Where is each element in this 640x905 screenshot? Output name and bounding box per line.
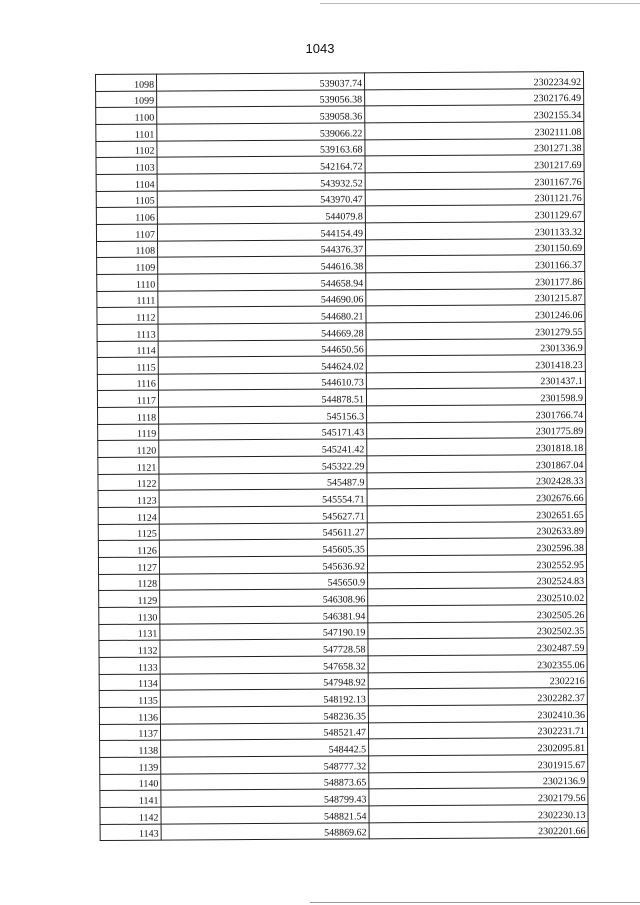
point-number-cell: 1108	[97, 241, 158, 258]
x-coordinate-cell: 545156.3	[159, 406, 367, 424]
y-coordinate-cell: 2301133.32	[365, 221, 584, 239]
point-number-cell: 1110	[97, 274, 158, 291]
x-coordinate-cell: 544079.8	[157, 206, 365, 224]
point-number-cell: 1112	[97, 307, 158, 324]
x-coordinate-cell: 545171.43	[159, 423, 367, 441]
y-coordinate-cell: 2302651.65	[367, 505, 586, 523]
point-number-cell: 1118	[98, 407, 159, 424]
point-number-cell: 1098	[96, 74, 157, 91]
point-number-cell: 1121	[98, 457, 159, 474]
y-coordinate-cell: 2301150.69	[366, 238, 585, 256]
point-number-cell: 1127	[98, 557, 159, 574]
x-coordinate-cell: 539066.22	[157, 123, 365, 141]
point-number-cell: 1138	[100, 740, 161, 757]
x-coordinate-cell: 542164.72	[157, 156, 365, 174]
y-coordinate-cell: 2301166.37	[366, 255, 585, 273]
point-number-cell: 1116	[97, 374, 158, 391]
x-coordinate-cell: 544878.51	[158, 389, 366, 407]
y-coordinate-cell: 2301766.74	[367, 405, 586, 423]
y-coordinate-cell: 2302179.56	[369, 788, 588, 806]
point-number-cell: 1104	[96, 174, 157, 191]
y-coordinate-cell: 2302234.92	[364, 72, 583, 90]
y-coordinate-cell: 2301246.06	[366, 305, 585, 323]
y-coordinate-cell: 2302201.66	[369, 821, 588, 839]
y-coordinate-cell: 2301121.76	[365, 188, 584, 206]
point-number-cell: 1141	[100, 790, 161, 807]
y-coordinate-cell: 2302487.59	[368, 638, 587, 656]
y-coordinate-cell: 2301271.38	[365, 138, 584, 156]
y-coordinate-cell: 2302136.9	[369, 771, 588, 789]
x-coordinate-cell: 543970.47	[157, 189, 365, 207]
point-number-cell: 1143	[100, 824, 161, 841]
y-coordinate-cell: 2302552.95	[367, 555, 586, 573]
point-number-cell: 1106	[96, 207, 157, 224]
x-coordinate-cell: 548873.65	[161, 772, 369, 790]
point-number-cell: 1131	[99, 624, 160, 641]
point-number-cell: 1101	[96, 124, 157, 141]
point-number-cell: 1126	[98, 540, 159, 557]
coordinate-table-body	[96, 72, 589, 841]
x-coordinate-cell: 546381.94	[160, 606, 368, 624]
x-coordinate-cell: 548442.5	[161, 739, 369, 757]
coordinate-table	[95, 71, 589, 841]
x-coordinate-cell: 548869.62	[161, 822, 369, 840]
x-coordinate-cell: 544616.38	[158, 256, 366, 274]
y-coordinate-cell: 2301775.89	[367, 421, 586, 439]
y-coordinate-cell: 2302216	[368, 671, 587, 689]
x-coordinate-cell: 548799.43	[161, 789, 369, 807]
point-number-cell: 1125	[98, 524, 159, 541]
x-coordinate-cell: 544376.37	[158, 239, 366, 257]
y-coordinate-cell: 2301167.76	[365, 171, 584, 189]
y-coordinate-cell: 2301915.67	[369, 754, 588, 772]
point-number-cell: 1109	[97, 257, 158, 274]
point-number-cell: 1142	[100, 807, 161, 824]
x-coordinate-cell: 539163.68	[157, 139, 365, 157]
point-number-cell: 1137	[99, 724, 160, 741]
x-coordinate-cell: 539037.74	[157, 73, 365, 91]
y-coordinate-cell: 2302428.33	[367, 471, 586, 489]
point-number-cell: 1099	[96, 91, 157, 108]
x-coordinate-cell: 547948.92	[160, 672, 368, 690]
y-coordinate-cell: 2301217.69	[365, 155, 584, 173]
x-coordinate-cell: 539058.36	[157, 106, 365, 124]
y-coordinate-cell: 2302355.06	[368, 654, 587, 672]
y-coordinate-cell: 2302230.13	[369, 804, 588, 822]
point-number-cell: 1122	[98, 474, 159, 491]
point-number-cell: 1132	[99, 640, 160, 657]
y-coordinate-cell: 2302676.66	[367, 488, 586, 506]
point-number-cell: 1136	[99, 707, 160, 724]
x-coordinate-cell: 539056.38	[157, 90, 365, 108]
y-coordinate-cell: 2302176.49	[365, 88, 584, 106]
point-number-cell: 1128	[99, 574, 160, 591]
x-coordinate-cell: 545636.92	[159, 556, 367, 574]
y-coordinate-cell: 2301437.1	[366, 371, 585, 389]
point-number-cell: 1134	[99, 674, 160, 691]
x-coordinate-cell: 544669.28	[158, 323, 366, 341]
x-coordinate-cell: 548777.32	[161, 756, 369, 774]
point-number-cell: 1107	[96, 224, 157, 241]
y-coordinate-cell: 2302633.89	[367, 521, 586, 539]
point-number-cell: 1124	[98, 507, 159, 524]
y-coordinate-cell: 2302410.36	[368, 704, 587, 722]
y-coordinate-cell: 2301336.9	[366, 338, 585, 356]
x-coordinate-cell: 547658.32	[160, 656, 368, 674]
y-coordinate-cell: 2301867.04	[367, 455, 586, 473]
y-coordinate-cell: 2302095.81	[369, 738, 588, 756]
y-coordinate-cell: 2302510.02	[368, 588, 587, 606]
point-number-cell: 1135	[99, 690, 160, 707]
x-coordinate-cell: 547728.58	[160, 639, 368, 657]
x-coordinate-cell: 547190.19	[160, 622, 368, 640]
point-number-cell: 1105	[96, 191, 157, 208]
x-coordinate-cell: 544624.02	[158, 356, 366, 374]
y-coordinate-cell: 2302502.35	[368, 621, 587, 639]
point-number-cell: 1120	[98, 441, 159, 458]
x-coordinate-cell: 544610.73	[158, 373, 366, 391]
x-coordinate-cell: 544658.94	[158, 273, 366, 291]
point-number-cell: 1119	[98, 424, 159, 441]
y-coordinate-cell: 2301129.67	[365, 205, 584, 223]
y-coordinate-cell: 2302111.08	[365, 121, 584, 139]
y-coordinate-cell: 2301279.55	[366, 321, 585, 339]
x-coordinate-cell: 548821.54	[161, 806, 369, 824]
x-coordinate-cell: 544154.49	[157, 223, 365, 241]
table-row	[100, 821, 588, 841]
y-coordinate-cell: 2302505.26	[368, 605, 587, 623]
y-coordinate-cell: 2301215.87	[366, 288, 585, 306]
top-edge-rule	[320, 3, 640, 4]
y-coordinate-cell: 2301598.9	[366, 388, 585, 406]
y-coordinate-cell: 2302231.71	[368, 721, 587, 739]
x-coordinate-cell: 545605.35	[159, 539, 367, 557]
point-number-cell: 1113	[97, 324, 158, 341]
x-coordinate-cell: 545241.42	[159, 439, 367, 457]
point-number-cell: 1130	[99, 607, 160, 624]
point-number-cell: 1115	[97, 357, 158, 374]
bottom-edge-rule	[310, 902, 640, 903]
point-number-cell: 1140	[100, 774, 161, 791]
y-coordinate-cell: 2302282.37	[368, 688, 587, 706]
point-number-cell: 1117	[97, 391, 158, 408]
x-coordinate-cell: 545650.9	[160, 573, 368, 591]
x-coordinate-cell: 544690.06	[158, 289, 366, 307]
point-number-cell: 1133	[99, 657, 160, 674]
point-number-cell: 1103	[96, 157, 157, 174]
x-coordinate-cell: 546308.96	[160, 589, 368, 607]
y-coordinate-cell: 2301818.18	[367, 438, 586, 456]
x-coordinate-cell: 545487.9	[159, 473, 367, 491]
x-coordinate-cell: 545554.71	[159, 489, 367, 507]
x-coordinate-cell: 544650.56	[158, 339, 366, 357]
point-number-cell: 1102	[96, 141, 157, 158]
x-coordinate-cell: 545611.27	[159, 523, 367, 541]
x-coordinate-cell: 545627.71	[159, 506, 367, 524]
point-number-cell: 1111	[97, 291, 158, 308]
point-number-cell: 1114	[97, 341, 158, 358]
x-coordinate-cell: 548236.35	[160, 706, 368, 724]
y-coordinate-cell: 2302155.34	[365, 105, 584, 123]
point-number-cell: 1139	[100, 757, 161, 774]
page-number: 1043	[305, 41, 335, 56]
y-coordinate-cell: 2302596.38	[367, 538, 586, 556]
x-coordinate-cell: 543932.52	[157, 173, 365, 191]
y-coordinate-cell: 2301418.23	[366, 355, 585, 373]
x-coordinate-cell: 545322.29	[159, 456, 367, 474]
x-coordinate-cell: 544680.21	[158, 306, 366, 324]
point-number-cell: 1100	[96, 107, 157, 124]
point-number-cell: 1129	[99, 590, 160, 607]
y-coordinate-cell: 2301177.86	[366, 271, 585, 289]
x-coordinate-cell: 548521.47	[160, 722, 368, 740]
y-coordinate-cell: 2302524.83	[368, 571, 587, 589]
point-number-cell: 1123	[98, 491, 159, 508]
x-coordinate-cell: 548192.13	[160, 689, 368, 707]
